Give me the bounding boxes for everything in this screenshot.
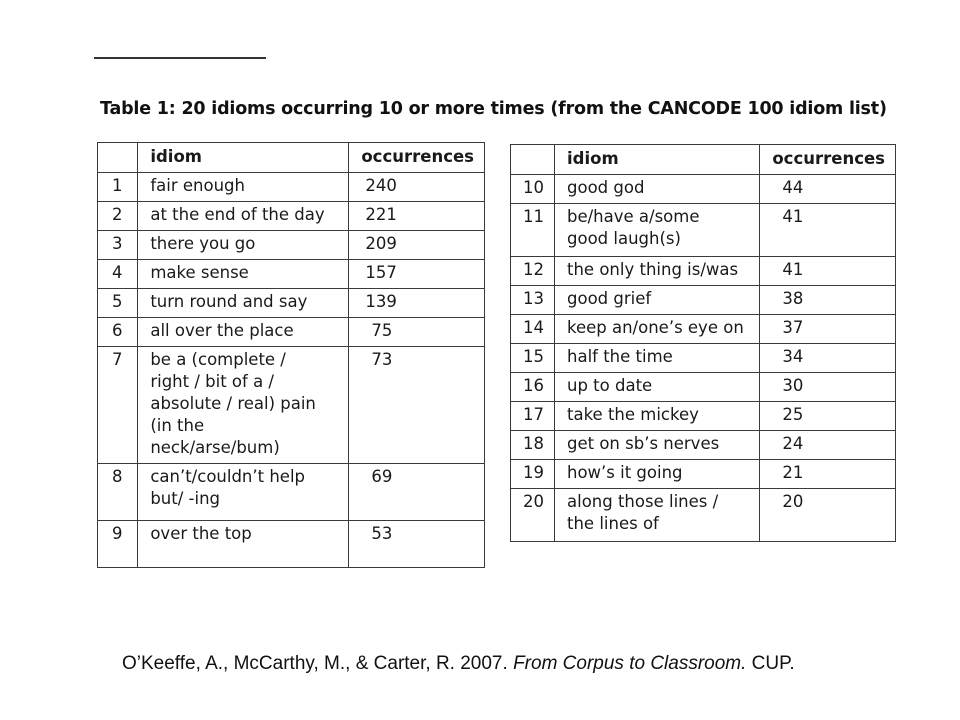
table-row xyxy=(511,175,896,204)
header-number xyxy=(511,145,555,175)
row-number: 13 xyxy=(511,286,555,315)
idiom-line: be a (complete / xyxy=(150,350,286,369)
row-occurrences: 221 xyxy=(349,202,485,231)
idiom-line: but/ -ing xyxy=(150,489,221,508)
row-number: 6 xyxy=(98,318,138,347)
table-row xyxy=(98,231,485,260)
idiom-table-left xyxy=(97,142,485,568)
row-idiom: take the mickey xyxy=(555,402,760,431)
table-row xyxy=(98,464,485,521)
row-idiom: how’s it going xyxy=(555,460,760,489)
idiom-line: good laugh(s) xyxy=(567,229,681,248)
row-idiom: get on sb’s nerves xyxy=(555,431,760,460)
top-rule xyxy=(94,57,266,59)
row-number: 17 xyxy=(511,402,555,431)
row-number: 12 xyxy=(511,257,555,286)
citation-publisher: CUP. xyxy=(746,653,795,674)
row-occurrences: 34 xyxy=(760,344,896,373)
table-row xyxy=(511,402,896,431)
idiom-table-right xyxy=(510,144,896,542)
row-number: 4 xyxy=(98,260,138,289)
header-idiom: idiom xyxy=(138,143,349,173)
table-row xyxy=(98,289,485,318)
header-idiom: idiom xyxy=(555,145,760,175)
header-occurrences: occurrences xyxy=(760,145,896,175)
row-idiom: turn round and say xyxy=(138,289,349,318)
row-number: 15 xyxy=(511,344,555,373)
header-row xyxy=(511,145,896,175)
idiom-line: absolute / real) pain xyxy=(150,394,316,413)
header-number xyxy=(98,143,138,173)
row-number: 11 xyxy=(511,204,555,257)
row-idiom xyxy=(555,489,760,542)
header-row xyxy=(98,143,485,173)
row-number: 1 xyxy=(98,173,138,202)
idiom-line: the lines of xyxy=(567,514,659,533)
row-idiom: make sense xyxy=(138,260,349,289)
table-row xyxy=(511,489,896,542)
row-occurrences: 75 xyxy=(349,318,485,347)
idiom-line: (in the neck/arse/bum) xyxy=(150,416,280,457)
idiom-line: be/have a/some xyxy=(567,207,700,226)
row-idiom xyxy=(555,204,760,257)
idiom-line: right / bit of a / xyxy=(150,372,274,391)
row-number: 18 xyxy=(511,431,555,460)
idiom-line: can’t/couldn’t help xyxy=(150,467,306,486)
row-occurrences: 157 xyxy=(349,260,485,289)
row-occurrences: 73 xyxy=(349,347,485,464)
table-row xyxy=(98,521,485,568)
row-number: 3 xyxy=(98,231,138,260)
table-row xyxy=(511,286,896,315)
row-idiom: good grief xyxy=(555,286,760,315)
table-row xyxy=(98,173,485,202)
row-number: 8 xyxy=(98,464,138,521)
table-row xyxy=(511,204,896,257)
row-number: 5 xyxy=(98,289,138,318)
row-occurrences: 41 xyxy=(760,257,896,286)
table-row xyxy=(98,318,485,347)
row-occurrences: 24 xyxy=(760,431,896,460)
row-number: 2 xyxy=(98,202,138,231)
row-occurrences: 41 xyxy=(760,204,896,257)
row-idiom: up to date xyxy=(555,373,760,402)
row-idiom: half the time xyxy=(555,344,760,373)
table-row xyxy=(511,315,896,344)
table-row xyxy=(98,202,485,231)
row-idiom: keep an/one’s eye on xyxy=(555,315,760,344)
row-number: 7 xyxy=(98,347,138,464)
row-number: 19 xyxy=(511,460,555,489)
citation-book-title: From Corpus to Classroom. xyxy=(513,653,747,674)
table-row xyxy=(98,260,485,289)
row-idiom: all over the place xyxy=(138,318,349,347)
row-idiom: the only thing is/was xyxy=(555,257,760,286)
row-occurrences: 240 xyxy=(349,173,485,202)
row-idiom: over the top xyxy=(138,521,349,568)
table-row xyxy=(511,373,896,402)
row-idiom xyxy=(138,464,349,521)
row-occurrences: 21 xyxy=(760,460,896,489)
row-occurrences: 38 xyxy=(760,286,896,315)
table-title: Table 1: 20 idioms occurring 10 or more times (from the CANCODE 100 idiom list) xyxy=(100,99,887,119)
row-number: 9 xyxy=(98,521,138,568)
table-row xyxy=(511,431,896,460)
row-occurrences: 53 xyxy=(349,521,485,568)
table-row xyxy=(511,344,896,373)
row-occurrences: 37 xyxy=(760,315,896,344)
citation xyxy=(122,650,842,677)
row-idiom: fair enough xyxy=(138,173,349,202)
row-idiom xyxy=(138,347,349,464)
citation-authors: O’Keeffe, A., McCarthy, M., & Carter, R. 2007. xyxy=(122,653,514,674)
row-number: 14 xyxy=(511,315,555,344)
table-row xyxy=(98,347,485,464)
row-number: 10 xyxy=(511,175,555,204)
row-occurrences: 209 xyxy=(349,231,485,260)
idiom-line: along those lines / xyxy=(567,492,719,511)
row-occurrences: 139 xyxy=(349,289,485,318)
table-row xyxy=(511,460,896,489)
row-occurrences: 20 xyxy=(760,489,896,542)
row-idiom: good god xyxy=(555,175,760,204)
row-occurrences: 30 xyxy=(760,373,896,402)
row-occurrences: 69 xyxy=(349,464,485,521)
row-idiom: at the end of the day xyxy=(138,202,349,231)
header-occurrences: occurrences xyxy=(349,143,485,173)
table-row xyxy=(511,257,896,286)
row-number: 16 xyxy=(511,373,555,402)
row-number: 20 xyxy=(511,489,555,542)
row-occurrences: 25 xyxy=(760,402,896,431)
row-idiom: there you go xyxy=(138,231,349,260)
row-occurrences: 44 xyxy=(760,175,896,204)
